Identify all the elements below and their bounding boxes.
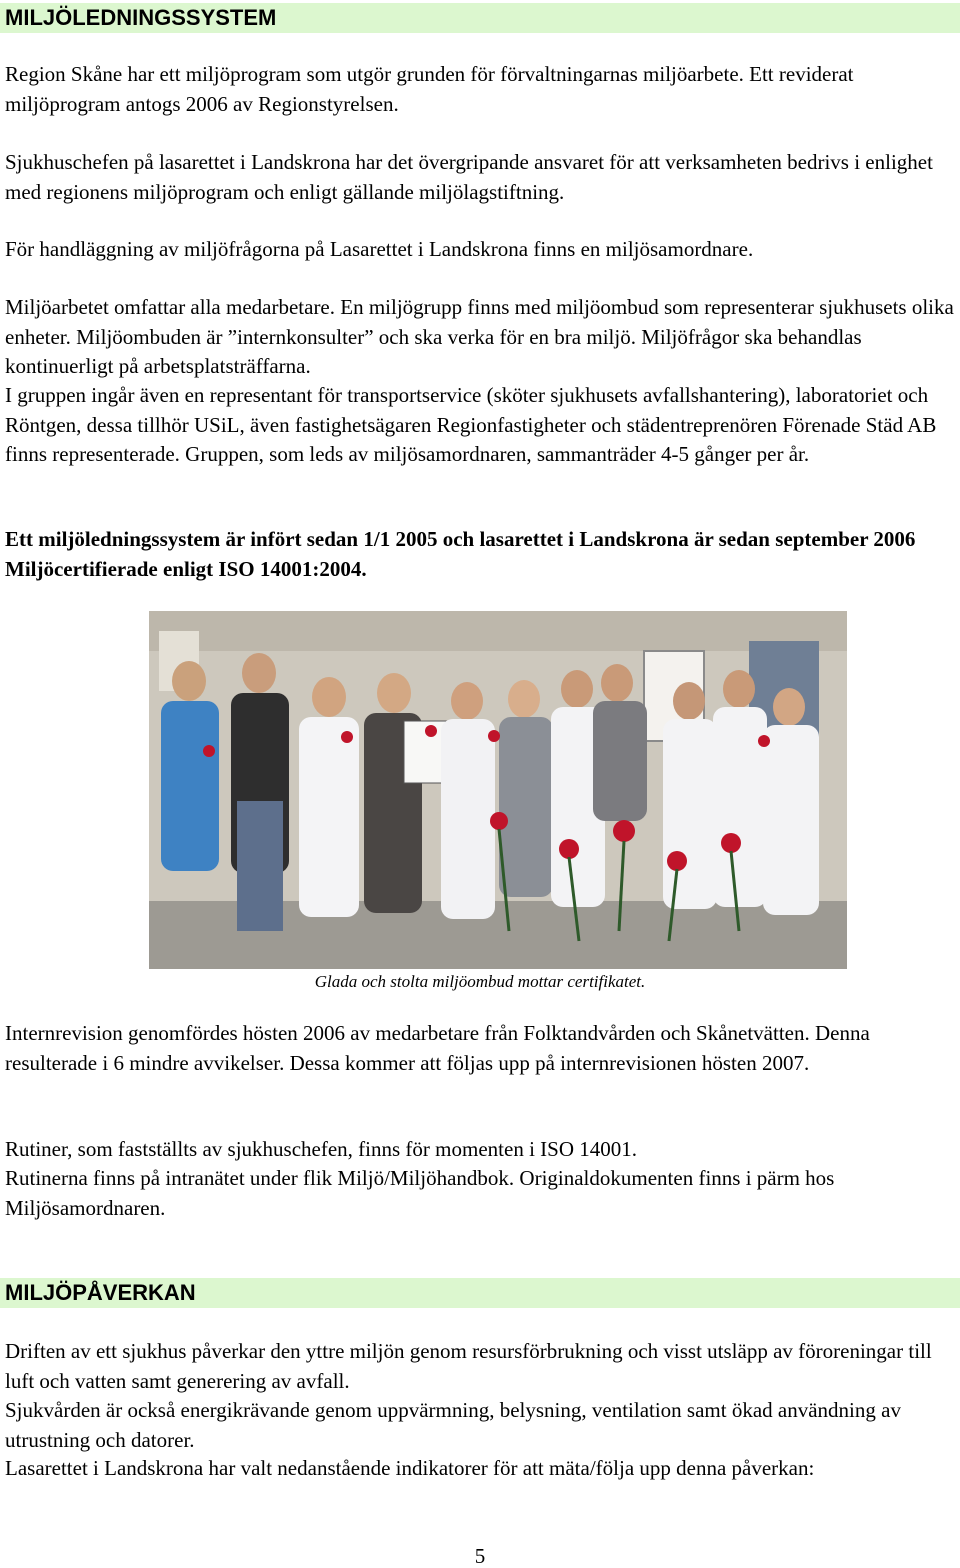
paragraph-internrevision: Internrevision genomfördes hösten 2006 av medarbetare från Folktandvården och Skånetvätten. Denna resulterade i 6 mindre avvikelser. Dessa kommer att följas upp på internrevisionen hösten 2007. <box>5 1021 870 1075</box>
paragraph-gruppen: I gruppen ingår även en representant för transportservice (sköter sjukhusets avfallshantering), laboratoriet och Röntgen, dessa tillhör USiL, även fastighetsägaren Regionfastigheter och städentreprenören Förenade Städ AB finns representerade. Gruppen, som leds av miljösamordnaren, sammanträder 4-5 gånger per år. <box>5 383 937 466</box>
section-heading-miljopaverkan: MILJÖPÅVERKAN <box>0 1278 960 1308</box>
group-photo <box>149 611 847 969</box>
group-photo-illustration <box>149 611 847 969</box>
paragraph-miljoprogram: Region Skåne har ett miljöprogram som utgör grunden för förvaltningarnas miljöarbete. Ett reviderat miljöprogram antogs 2006 av Regionstyrelsen. <box>5 62 854 116</box>
photo-caption: Glada och stolta miljöombud mottar certifikatet. <box>314 972 646 991</box>
paragraph-certifiering: Ett miljöledningssystem är infört sedan 1/1 2005 och lasarettet i Landskrona är sedan september 2006 Miljöcertifierade enligt ISO 14001:2004. <box>5 527 916 581</box>
page-number: 5 <box>474 1544 486 1568</box>
section-heading-miljoledningssystem: MILJÖLEDNINGSSYSTEM <box>0 3 960 33</box>
paragraph-rutiner: Rutiner, som fastställts av sjukhuschefen, finns för momenten i ISO 14001. <box>5 1137 637 1161</box>
paragraph-driften: Driften av ett sjukhus påverkar den yttre miljön genom resursförbrukning och visst utsläpp av föroreningar till luft och vatten samt generering av avfall. <box>5 1339 932 1393</box>
paragraph-sjukvarden: Sjukvården är också energikrävande genom uppvärmning, belysning, ventilation samt ökad användning av utrustning och datorer. <box>5 1398 901 1452</box>
paragraph-sjukhuschefen: Sjukhuschefen på lasarettet i Landskrona har det övergripande ansvaret för att verksamheten bedrivs i enlighet med regionens miljöprogram och enligt gällande miljölagstiftning. <box>5 150 933 204</box>
paragraph-rutinerna-intranat: Rutinerna finns på intranätet under flik Miljö/Miljöhandbok. Originaldokumenten finns i pärm hos Miljösamordnaren. <box>5 1166 835 1220</box>
paragraph-miljosamordnare: För handläggning av miljöfrågorna på Lasarettet i Landskrona finns en miljösamordnare. <box>5 237 754 261</box>
paragraph-miljoarbetet: Miljöarbetet omfattar alla medarbetare. En miljögrupp finns med miljöombud som representerar sjukhusets olika enheter. Miljöombuden är ”internkonsulter” och ska verka för en bra miljö. Miljöfrågor ska behandlas kontinuerligt på arbetsplatsträffarna. <box>5 295 954 378</box>
paragraph-indikatorer: Lasarettet i Landskrona har valt nedanstående indikatorer för att mäta/följa upp denna påverkan: <box>5 1456 815 1480</box>
